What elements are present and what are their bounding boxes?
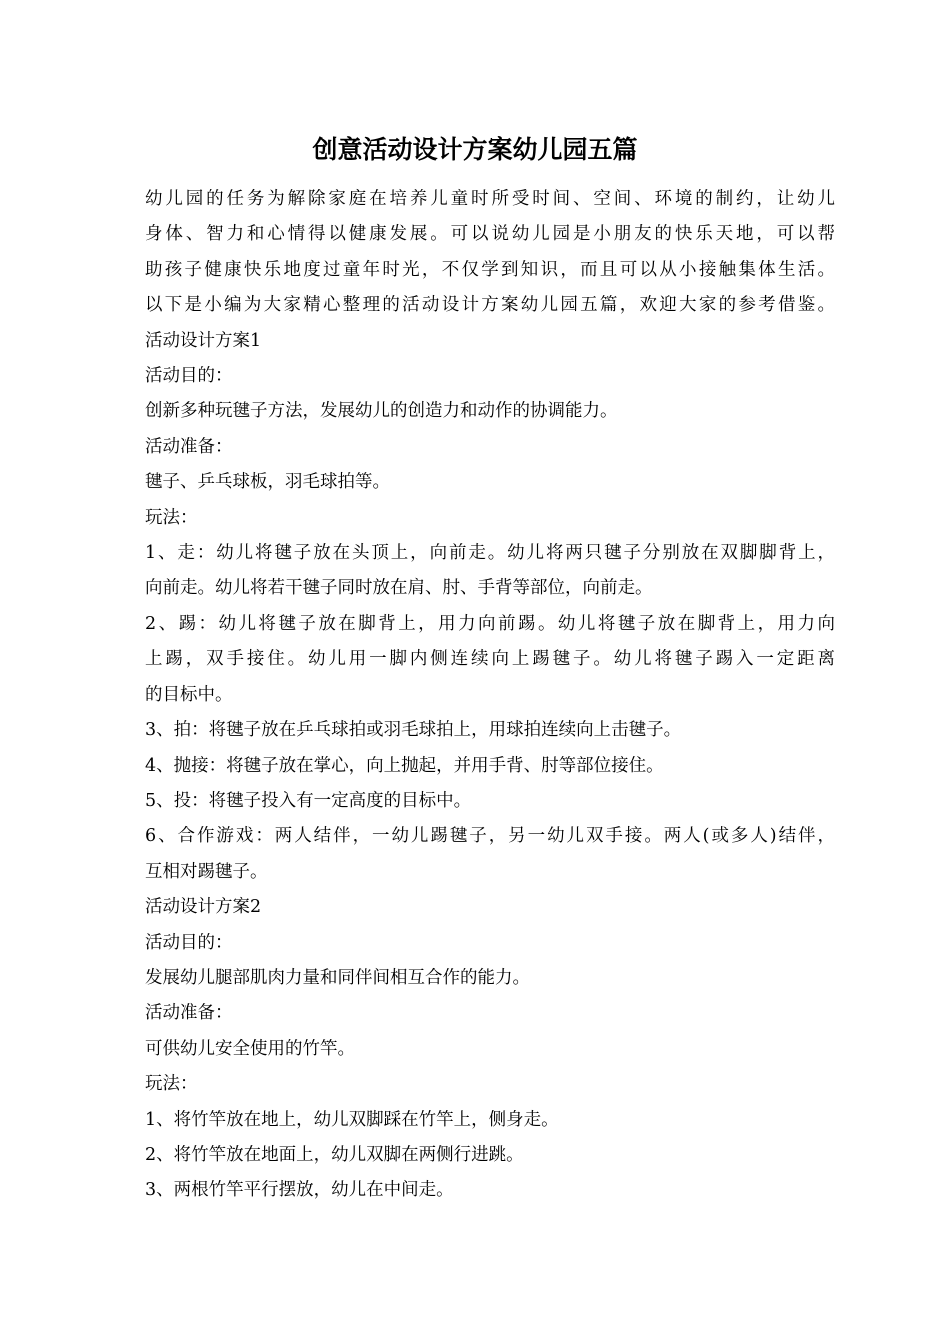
body-line: 2、踢：幼儿将毽子放在脚背上，用力向前踢。幼儿将毽子放在脚背上，用力向 bbox=[145, 613, 835, 634]
body-line: 玩法： bbox=[145, 507, 198, 528]
body-line: 幼儿园的任务为解除家庭在培养儿童时所受时间、空间、环境的制约，让幼儿 bbox=[145, 189, 835, 209]
document-title: 创意活动设计方案幼儿园五篇 bbox=[312, 135, 638, 164]
body-line: 6、合作游戏：两人结伴，一幼儿踢毽子，另一幼儿双手接。两人(或多人)结伴， bbox=[145, 826, 835, 847]
body-line: 可供幼儿安全使用的竹竿。 bbox=[145, 1038, 355, 1059]
body-line: 以下是小编为大家精心整理的活动设计方案幼儿园五篇，欢迎大家的参考借鉴。 bbox=[145, 295, 835, 316]
body-line: 上踢，双手接住。幼儿用一脚内侧连续向上踢毽子。幼儿将毽子踢入一定距离 bbox=[145, 649, 835, 670]
body-line: 活动目的： bbox=[145, 366, 233, 387]
body-line: 3、两根竹竿平行摆放，幼儿在中间走。 bbox=[145, 1180, 454, 1201]
body-line: 玩法： bbox=[145, 1074, 198, 1095]
body-line: 助孩子健康快乐地度过童年时光，不仅学到知识，而且可以从小接触集体生活。 bbox=[145, 259, 835, 280]
body-line: 互相对踢毽子。 bbox=[145, 861, 268, 882]
body-line: 活动目的： bbox=[145, 932, 233, 953]
body-line: 发展幼儿腿部肌肉力量和同伴间相互合作的能力。 bbox=[145, 967, 530, 988]
body-line: 向前走。幼儿将若干毽子同时放在肩、肘、手背等部位，向前走。 bbox=[145, 578, 653, 599]
body-line: 5、投：将毽子投入有一定高度的目标中。 bbox=[145, 790, 472, 811]
body-line: 2、将竹竿放在地面上，幼儿双脚在两侧行进跳。 bbox=[145, 1144, 524, 1165]
body-line: 创新多种玩毽子方法，发展幼儿的创造力和动作的协调能力。 bbox=[145, 401, 618, 422]
body-line: 1、走：幼儿将毽子放在头顶上，向前走。幼儿将两只毽子分别放在双脚脚背上， bbox=[145, 543, 835, 564]
body-line: 毽子、乒乓球板，羽毛球拍等。 bbox=[145, 472, 390, 493]
body-line: 1、将竹竿放在地上，幼儿双脚踩在竹竿上，侧身走。 bbox=[145, 1109, 559, 1130]
body-line: 活动设计方案2 bbox=[145, 897, 262, 918]
body-line: 的目标中。 bbox=[145, 684, 233, 705]
document-body bbox=[145, 182, 835, 1209]
body-line: 活动准备： bbox=[145, 436, 233, 457]
body-line: 活动设计方案1 bbox=[145, 330, 262, 351]
body-line: 活动准备： bbox=[145, 1003, 233, 1024]
body-line: 身体、智力和心情得以健康发展。可以说幼儿园是小朋友的快乐天地，可以帮 bbox=[145, 224, 835, 245]
body-line: 4、抛接：将毽子放在掌心，向上抛起，并用手背、肘等部位接住。 bbox=[145, 755, 664, 776]
body-line: 3、拍：将毽子放在乒乓球拍或羽毛球拍上，用球拍连续向上击毽子。 bbox=[145, 720, 682, 741]
